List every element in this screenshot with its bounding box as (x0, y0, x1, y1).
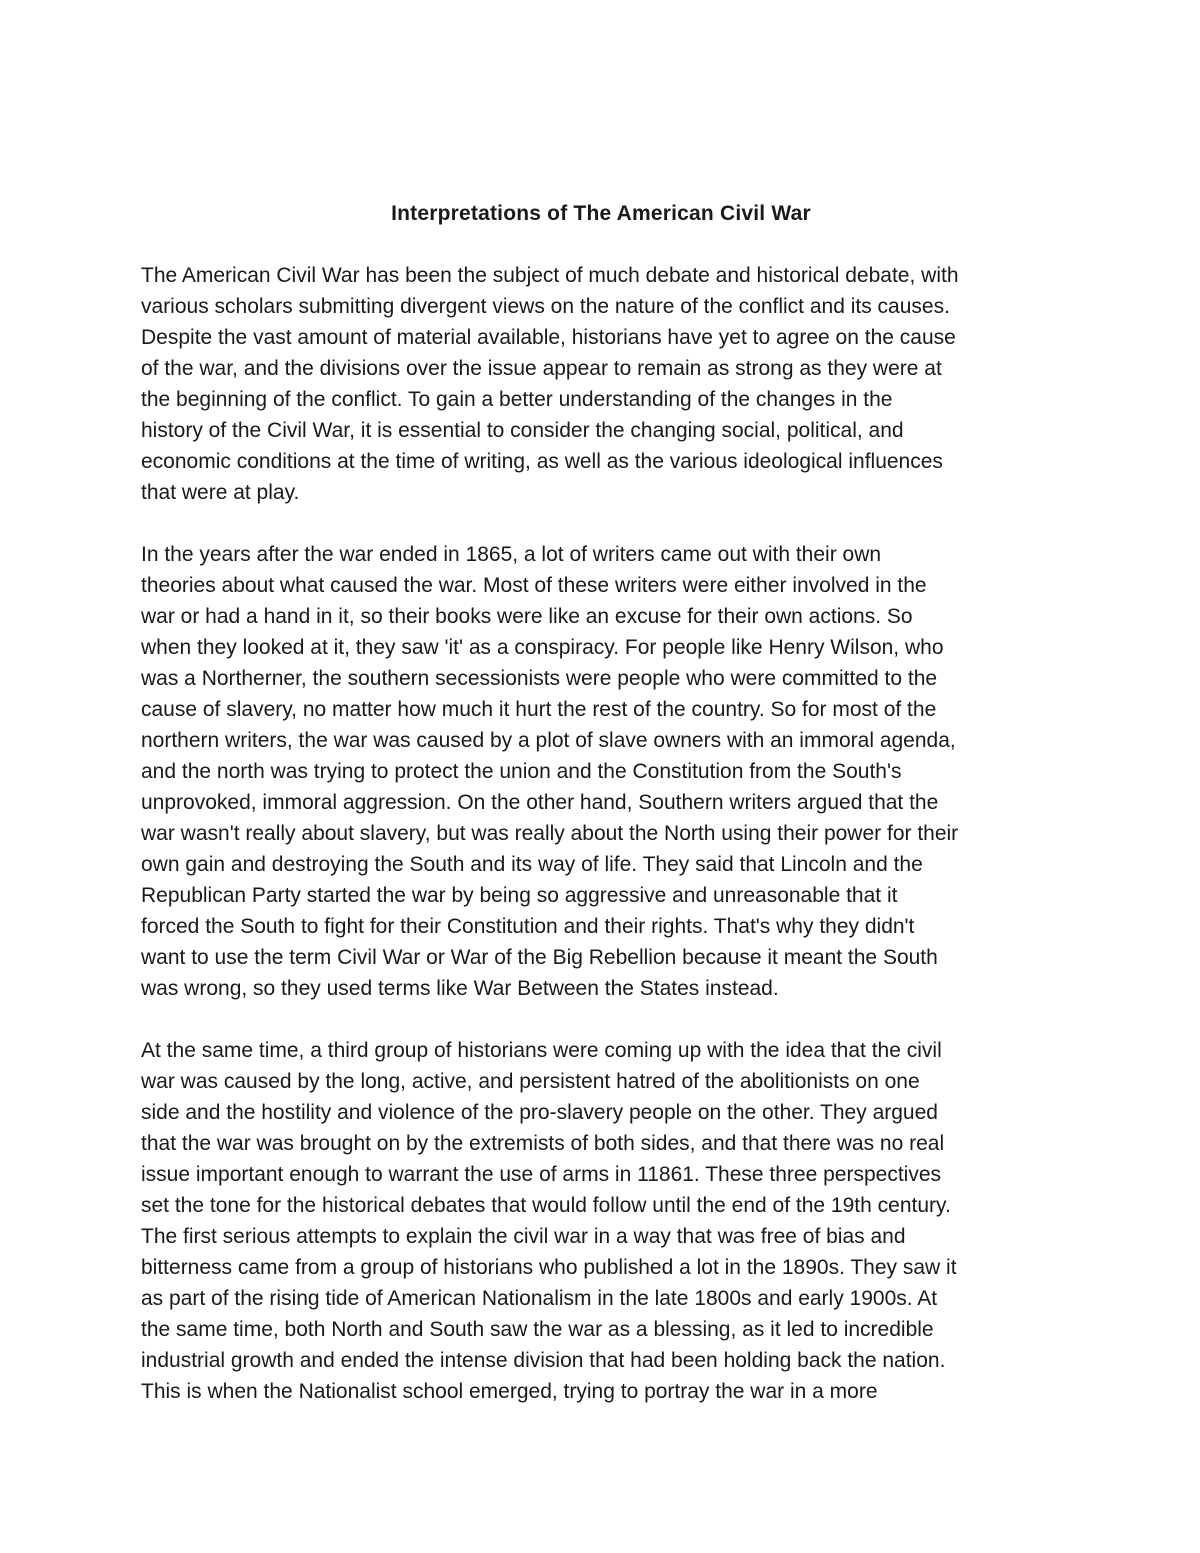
text-line: side and the hostility and violence of the pro-slavery people on the other. They argued (141, 1101, 938, 1124)
text-line: At the same time, a third group of historians were coming up with the idea that the civil (141, 1039, 942, 1062)
text-line: the same time, both North and South saw the war as a blessing, as it led to incredible (141, 1318, 934, 1341)
text-line: Republican Party started the war by being so aggressive and unreasonable that it (141, 884, 898, 907)
text-line: want to use the term Civil War or War of the Big Rebellion because it meant the South (141, 946, 938, 969)
title-spacer (141, 229, 1061, 260)
paragraph-gap (141, 508, 1061, 539)
text-line: that were at play. (141, 481, 300, 504)
paragraph-postwar-writers (141, 539, 1061, 1004)
text-line: bitterness came from a group of historians who published a lot in the 1890s. They saw it (141, 1256, 957, 1279)
text-line: the beginning of the conflict. To gain a better understanding of the changes in the (141, 388, 893, 411)
text-line: issue important enough to warrant the use of arms in 11861. These three perspectives (141, 1163, 942, 1186)
text-line: economic conditions at the time of writing, as well as the various ideological influences (141, 450, 943, 473)
text-line: various scholars submitting divergent views on the nature of the conflict and its causes. (141, 295, 950, 318)
text-line: theories about what caused the war. Most of these writers were either involved in the (141, 574, 927, 597)
text-line: The first serious attempts to explain the civil war in a way that was free of bias and (141, 1225, 906, 1248)
text-line: and the north was trying to protect the union and the Constitution from the South's (141, 760, 902, 783)
text-line: when they looked at it, they saw 'it' as a conspiracy. For people like Henry Wilson, who (141, 636, 944, 659)
text-line: war wasn't really about slavery, but was really about the North using their power for their (141, 822, 959, 845)
paragraph-intro (141, 260, 1061, 508)
paragraph-gap (141, 1004, 1061, 1035)
text-line: unprovoked, immoral aggression. On the other hand, Southern writers argued that the (141, 791, 939, 814)
text-line: Despite the vast amount of material available, historians have yet to agree on the cause (141, 326, 956, 349)
text-line: as part of the rising tide of American Nationalism in the late 1800s and early 1900s. At (141, 1287, 938, 1310)
document-body (141, 198, 1061, 1407)
text-line: history of the Civil War, it is essential to consider the changing social, political, and (141, 419, 904, 442)
text-line: of the war, and the divisions over the issue appear to remain as strong as they were at (141, 357, 942, 380)
text-line: This is when the Nationalist school emerged, trying to portray the war in a more (141, 1380, 878, 1403)
text-line: that the war was brought on by the extremists of both sides, and that there was no real (141, 1132, 945, 1155)
text-line: cause of slavery, no matter how much it hurt the rest of the country. So for most of the (141, 698, 937, 721)
text-line: war was caused by the long, active, and persistent hatred of the abolitionists on one (141, 1070, 920, 1093)
text-line: The American Civil War has been the subject of much debate and historical debate, with (141, 264, 959, 287)
text-line: industrial growth and ended the intense division that had been holding back the nation. (141, 1349, 946, 1372)
text-line: was a Northerner, the southern secessionists were people who were committed to the (141, 667, 938, 690)
paragraph-third-group (141, 1035, 1061, 1407)
text-line: was wrong, so they used terms like War Between the States instead. (141, 977, 779, 1000)
text-line: own gain and destroying the South and its way of life. They said that Lincoln and the (141, 853, 923, 876)
text-line: forced the South to fight for their Constitution and their rights. That's why they didn't (141, 915, 915, 938)
document-title: Interpretations of The American Civil War (391, 202, 811, 225)
text-line: In the years after the war ended in 1865, a lot of writers came out with their own (141, 543, 882, 566)
text-line: northern writers, the war was caused by a plot of slave owners with an immoral agenda, (141, 729, 956, 752)
text-line: war or had a hand in it, so their books were like an excuse for their own actions. So (141, 605, 913, 628)
text-line: set the tone for the historical debates that would follow until the end of the 19th century. (141, 1194, 951, 1217)
